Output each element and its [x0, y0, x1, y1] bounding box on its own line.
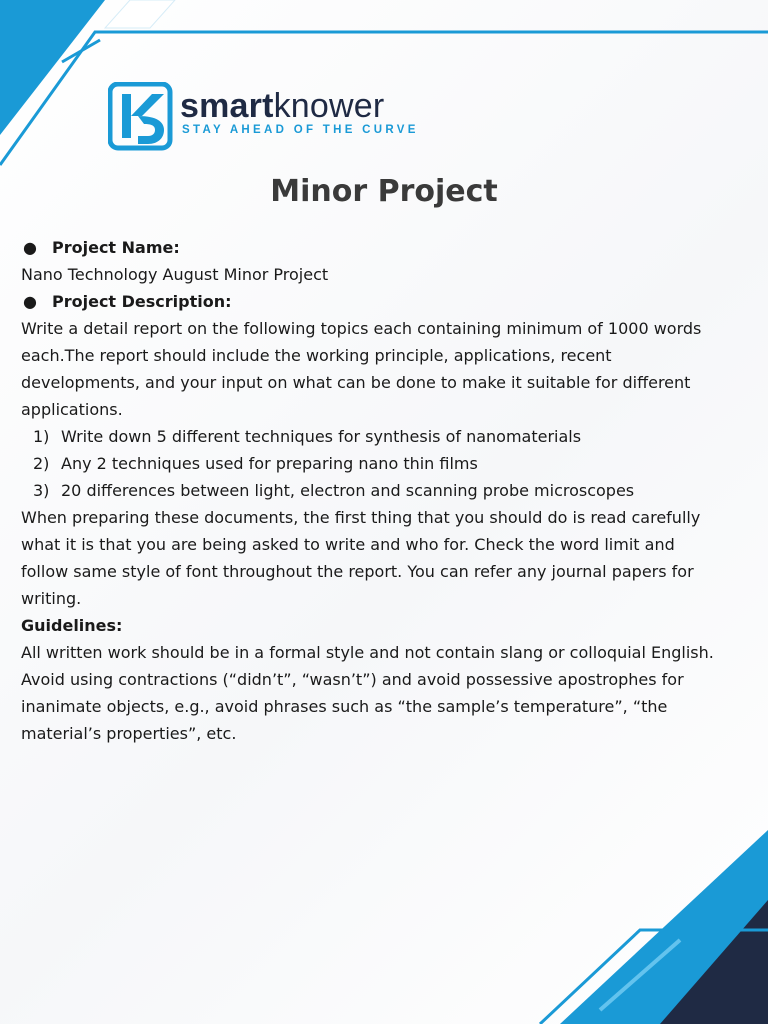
guidelines-line: Avoid using contractions (“didn’t”, “wasn’t”) and avoid possessive apostrophes for	[21, 670, 684, 689]
description-line: Write a detail report on the following topics each containing minimum of 1000 words	[21, 319, 702, 338]
instructions-line: writing.	[21, 589, 82, 608]
project-name-label: Project Name:	[52, 238, 180, 257]
logo-k-icon	[108, 82, 174, 152]
page-title: Minor Project	[270, 174, 498, 209]
topic-number: 1)	[33, 427, 50, 446]
description-line: applications.	[21, 400, 123, 419]
project-description-heading	[21, 288, 737, 315]
topic-list-item	[21, 477, 737, 504]
logo-wordmark	[180, 88, 384, 124]
guidelines-line: material’s properties”, etc.	[21, 724, 237, 743]
bullet-icon: ●	[23, 292, 37, 311]
topic-text: 20 differences between light, electron and scanning probe microscopes	[61, 481, 635, 500]
instructions-line: follow same style of font throughout the report. You can refer any journal papers for	[21, 562, 694, 581]
project-description-label: Project Description:	[52, 292, 232, 311]
logo-name-bold: smart	[180, 87, 274, 125]
topic-number: 2)	[33, 454, 50, 473]
corner-decoration-top-left	[0, 0, 105, 135]
logo-name-regular: knower	[273, 87, 385, 125]
project-name-heading	[21, 234, 737, 261]
topic-text: Write down 5 different techniques for synthesis of nanomaterials	[61, 427, 582, 446]
instructions-line: When preparing these documents, the first thing that you should do is read carefully	[21, 508, 701, 527]
guidelines-heading: Guidelines:	[21, 616, 123, 635]
topic-number: 3)	[33, 481, 50, 500]
document-body	[21, 234, 737, 747]
logo-tagline: STAY AHEAD OF THE CURVE	[182, 124, 419, 136]
guidelines-line: All written work should be in a formal style and not contain slang or colloquial English.	[21, 643, 714, 662]
top-light-shape	[105, 0, 175, 28]
smartknower-logo	[108, 82, 419, 154]
topic-text: Any 2 techniques used for preparing nano thin films	[61, 454, 478, 473]
project-name-value: Nano Technology August Minor Project	[21, 265, 329, 284]
guidelines-line: inanimate objects, e.g., avoid phrases such as “the sample’s temperature”, “the	[21, 697, 668, 716]
topic-list-item	[21, 423, 737, 450]
instructions-line: what it is that you are being asked to write and who for. Check the word limit and	[21, 535, 675, 554]
bullet-icon: ●	[23, 238, 37, 257]
description-line: each.The report should include the working principle, applications, recent	[21, 346, 612, 365]
description-line: developments, and your input on what can be done to make it suitable for different	[21, 373, 691, 392]
topic-list-item	[21, 450, 737, 477]
